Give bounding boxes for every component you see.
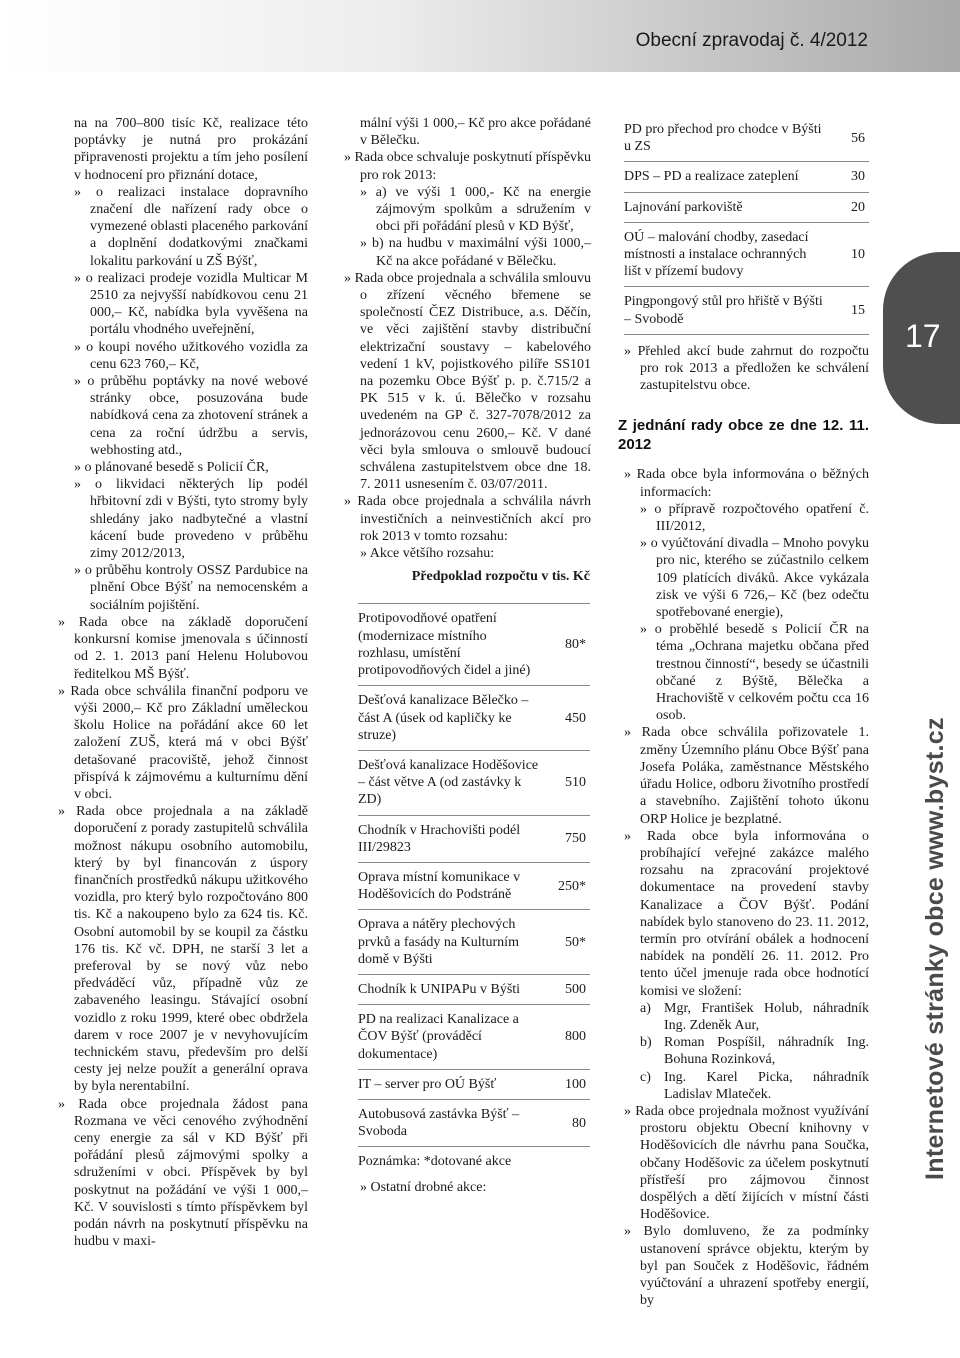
paragraph: » Bylo domluveno, že za podmínky ustanovení správce objektu, kterým by byl pan Souček z Hoděšovic, řádném vyúčtování a uhrazení spotřeby energií, by [624, 1224, 869, 1309]
paragraph: » o proběhlé besedě s Policií ČR na téma „Ochrana majetku občana před trestnou činností“, besedy se účastnili občané z Býště, Bělečka a Hrachoviště v celkovém počtu cca 16 osob. [640, 622, 869, 724]
paragraph: » Rada obce byla informována o probíhající veřejné zakázce malého rozsahu na zpracování projektové dokumentace na provedení stavby Kanalizace a ČOV Býšť. Podání nabídek bylo stanoveno do 23. 11. 2012, termín pro otvírání obálek a hodnocení nabídek na pondělí 26. 11. 2012. Pro tento účel jmenuje rada obce hodnotící komisi ve složení: [624, 828, 869, 999]
row-value: 30 [825, 162, 869, 192]
row-label: DPS – PD a realizace zateplení [624, 162, 825, 192]
row-value: 250* [547, 862, 591, 909]
paragraph: mální výši 1 000,– Kč pro akce pořádané v Bělečku. [360, 116, 591, 149]
budget-table-header: Předpoklad rozpočtu v tis. Kč [358, 562, 590, 604]
row-value: 56 [825, 115, 869, 162]
row-label: Chodník k UNIPAPu v Býšti [358, 974, 547, 1004]
row-value: 500 [547, 974, 591, 1004]
paragraph: » Rada obce byla informována o běžných informacích: [624, 467, 869, 500]
paragraph: » o plánované besedě s Policií ČR, [74, 460, 269, 476]
row-value: 750 [547, 815, 591, 862]
list-marker: b) [640, 1035, 652, 1051]
column-left [58, 115, 308, 1250]
list-item [640, 1034, 869, 1068]
newsletter-title: Obecní zpravodaj č. 4/2012 [635, 30, 868, 51]
table-row [624, 287, 869, 334]
row-value: 510 [547, 750, 591, 815]
row-label: Dešťová kanalizace Bělečko – část A (úsek od kapličky ke struze) [358, 686, 547, 751]
row-label: Lajnování parkoviště [624, 192, 825, 222]
paragraph: » Rada obce projednala a na základě doporučení z porady zastupitelů schválila možnost nákupu osobního automobilu, který by byl financován z úspory finančních prostředků nákupu užitkového vozidla, pro který bylo rozpočtováno 800 tis. Kč a nakoupeno bylo za 624 tis. Kč. Osobní automobil by se koupil za částku 176 tis. Kč vč. DPH, ne starší 3 let a preferoval by se nový vůz nebo předváděcí vůz, případně vůz ze zabaveného leasingu. Stávající osobní vozidlo z roku 1999, které obec obdržela darem v roce 2007 je v nevyhovujícím technickém stavu, především pro delší cesty jej nelze použít a generální oprava by byla nerentabilní. [58, 804, 308, 1095]
row-label: Pingpongový stůl pro hřiště v Býšti – Svobodě [624, 287, 825, 334]
column-middle [344, 115, 591, 1196]
list-marker: c) [640, 1069, 651, 1085]
paragraph: » o likvidaci některých lip podél hřbitovní zdi v Býšti, tyto stromy byly shledány jako nadbytečné a vlastní kácení bude provedeno v průběhu zimy 2012/2013, [74, 477, 308, 562]
list-text: Mgr, František Holub, náhradník Ing. Zdeněk Aur, [664, 1000, 869, 1033]
page-number: 17 [905, 318, 941, 354]
table-row [358, 862, 590, 909]
table-row [358, 1147, 590, 1177]
table-row [358, 604, 590, 686]
paragraph: » o průběhu kontroly OSSZ Pardubice na plnění Obce Býšť na nemocenském a sociálním pojištění. [74, 563, 308, 613]
row-label: IT – server pro OÚ Býšť [358, 1069, 547, 1099]
paragraph: » o realizaci instalace dopravního značení dle nařízení rady obce o vymezené oblasti placeného parkování a doplnění dodatkovými značkami lokalitu parkování u ZŠ Býšť, [74, 184, 308, 269]
paragraph: » Rada obce schválila finanční podporu ve výši 2000,– Kč pro Základní uměleckou školu Holice na pořádání akce 60 let založení ZUŠ, která má v obci Býšť detašované pracoviště, jehož činnost přispívá k zájmovému a kulturnímu dění v obci. [58, 683, 308, 802]
row-value: 800 [547, 1005, 591, 1070]
table-row [358, 686, 590, 751]
paragraph: » o přípravě rozpočtového opatření č. III/2012, [640, 501, 869, 535]
row-label: Chodník v Hrachovišti podél III/29823 [358, 815, 547, 862]
row-value [547, 1147, 591, 1177]
paragraph: » Rada obce schvaluje poskytnutí příspěvku pro rok 2013: [344, 150, 591, 183]
table-row [624, 222, 869, 287]
row-value: 100 [547, 1069, 591, 1099]
paragraph: » o průběhu poptávky na nové webové stránky obce, posuzována bude nabídková cena za zhotovení stránek a cena za roční údržbu a servis, webhosting atd., [74, 374, 308, 458]
row-label: PD na realizaci Kanalizace a ČOV Býšť (prováděcí dokumentace) [358, 1005, 547, 1070]
table-row [358, 910, 590, 975]
list-text: Roman Pospíšil, náhradník Ing. Bohuna Rozinková, [664, 1035, 869, 1068]
paragraph: » Rada obce projednala možnost využívání prostoru objektu Obecní knihovny v Hoděšovicích dle návrhu pana Součka, občany Hoděšovic za účelem poskytnutí přístřeší pro zájmovou činnost dospělých a dětí žijících v místní části Hoděšovice. [624, 1103, 869, 1223]
paragraph: » o vyúčtování divadla – Mnoho povyku pro nic, kterého se zúčastnilo celkem 109 platících diváků. Akce vykázala zisk ve výši 6 726,– Kč (bez odečtu spotřebované energie), [640, 536, 869, 621]
row-label: Poznámka: *dotované akce [358, 1154, 512, 1170]
row-label: Oprava místní komunikace v Hoděšovicích do Podstráně [358, 862, 547, 909]
table-row [358, 815, 590, 862]
commission-list [624, 1000, 869, 1103]
section-heading: Z jednání rady obce ze dne 12. 11. 2012 [618, 417, 869, 454]
row-label: PD pro přechod pro chodce v Býšti u ZS [624, 115, 825, 162]
row-label: OÚ – malování chodby, zasedací místnosti a instalace ochranných lišt v přízemí budovy [624, 222, 825, 287]
row-value: 20 [825, 192, 869, 222]
table-row [358, 974, 590, 1004]
row-value: 80 [547, 1099, 591, 1146]
budget-table [358, 562, 590, 1176]
paragraph: » Akce většího rozsahu: [360, 546, 495, 562]
list-marker: a) [640, 1000, 651, 1016]
paragraph: » Rada obce projednala a schválila smlouvu o zřízení věcného břemene se společností ČEZ Distribuce, a.s. Děčín, ve věci zajištění stavby distribuční elektrizační soustavy – kabelového vedení 1 kV, pojistkového pilíře SS101 na pozemku Obce Býšť p. p. č.715/2 a PK 515 v k. ú. Bělečko v rozsahu uvedeném na GP č. 327-7078/2012 za jednorázovou cenu 2600,– Kč. V dané věci byla smlouva o smlouvě budoucí schválena zastupitelstvem obce dne 18. 7. 2011 usnesením č. 03/07/2011. [344, 270, 591, 493]
page-number-tab [883, 252, 960, 424]
table-row [358, 1099, 590, 1146]
row-label: Oprava a nátěry plechových prvků a fasády na Kulturním domě v Býšti [358, 910, 547, 975]
paragraph: » Rada obce projednala žádost pana Rozmana ve věci cenového zvýhodnění ceny energie za sál v KD Býšť při pořádání plesů zájmovými spolky a sdruženími v obci. Příspěvek by byl poskytnut na požádání ve výši 1 000,– Kč. V souvislosti s tímto příspěvkem byl podán návrh na poskytnutí příspěvku na hudbu v maxi- [58, 1096, 308, 1250]
paragraph: » o koupi nového užitkového vozidla za cenu 623 760,– Kč, [74, 339, 308, 372]
paragraph: » Ostatní drobné akce: [360, 1179, 487, 1195]
paragraph: » o realizaci prodeje vozidla Multicar M 2510 za nejvyšší nabídkovou cenu 21 000,– Kč, nabídka byla vyvěšena na portálu vhodného uveřejnění, [74, 270, 308, 338]
table-row [358, 1069, 590, 1099]
column-right [618, 115, 870, 1309]
row-value: 15 [825, 287, 869, 334]
row-value: 450 [547, 686, 591, 751]
paragraph: » Přehled akcí bude zahrnut do rozpočtu pro rok 2013 a předložen ke schválení zastupitelstvu obce. [624, 343, 869, 394]
small-actions-table [624, 115, 869, 335]
list-item [640, 1000, 869, 1034]
table-row [624, 192, 869, 222]
paragraph: » a) ve výši 1 000,- Kč na energie zájmovým spolkům a sdružením v obci při pořádání plesů v KD Býšť, [360, 184, 591, 235]
row-value: 10 [825, 222, 869, 287]
header-bar [0, 0, 960, 72]
row-value: 80* [547, 604, 591, 686]
paragraph: » b) na hudbu v maximální výši 1000,– Kč na akce pořádané v Bělečku. [360, 236, 591, 269]
list-item [640, 1069, 869, 1103]
table-row [624, 115, 869, 162]
table-row [624, 162, 869, 192]
table-row [358, 750, 590, 815]
paragraph: » Rada obce projednala a schválila návrh investičních a neinvestičních akcí pro rok 2013 v tomto rozsahu: [344, 494, 591, 544]
website-side-text: Internetové stránky obce www.byst.cz [921, 717, 949, 1180]
row-label: Protipovodňové opatření (modernizace místního rozhlasu, umístění protipovodňových čidel a jiné) [358, 604, 547, 686]
paragraph: » Rada obce schválila pořizovatele 1. změny Územního plánu Obce Býšť pana Josefa Poláka, zaměstnance Městského úřadu Holice, odboru životního prostředí a stavebního. Zajištění tohoto úkonu ORP Holice je bezplatné. [624, 725, 870, 827]
list-text: Ing. Karel Picka, náhradník Ladislav Mlateček. [664, 1069, 869, 1102]
row-label: Dešťová kanalizace Hoděšovice – část větve A (od zastávky k ZD) [358, 750, 547, 815]
row-value: 50* [547, 910, 591, 975]
row-label: Autobusová zastávka Býšť – Svoboda [358, 1099, 547, 1146]
table-row [358, 1005, 590, 1070]
paragraph: na na 700–800 tisíc Kč, realizace této poptávky je nutná pro prokázání připravenosti projektu a tím jeho posílení v hodnocení pro přiznání dotace, [74, 116, 308, 183]
paragraph: » Rada obce na základě doporučení konkursní komise jmenovala s účinností od 2. 1. 2013 paní Helenu Holubovou ředitelkou MŠ Býšť. [58, 614, 308, 682]
